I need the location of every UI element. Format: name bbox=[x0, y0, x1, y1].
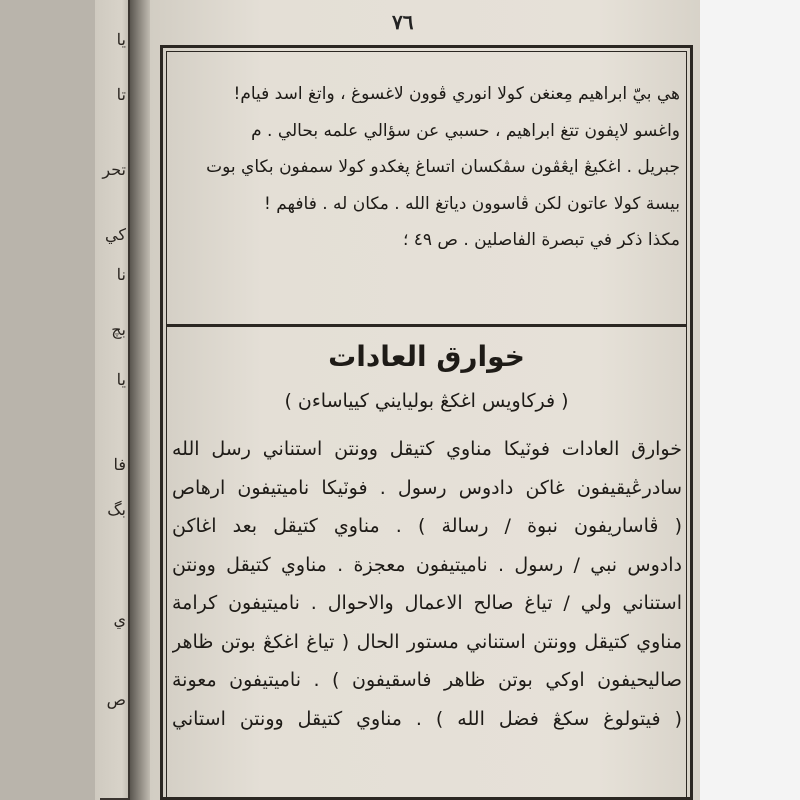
note-line: هي بيّ ابراهيم مِعنغن كولا انوري ڤوون لاغسوغ ، واتغ اسد فيام! bbox=[233, 84, 680, 104]
body-line: ( فيتولوغ سكڠ فضل الله ) . مناوي كتيقل وونتن استاني bbox=[172, 707, 682, 730]
facing-page-fragment: يا bbox=[116, 30, 126, 49]
body-line: سادرڠيقيفون غاكن دادوس رسول . فوٽيکا ناميتيفون ارهاص bbox=[172, 476, 682, 499]
facing-page-fragment: فا bbox=[113, 455, 126, 474]
note-line: بيسة كولا عاتون لكن ڤاسوون دياتغ الله . مكان له . فافهم ! bbox=[264, 193, 680, 214]
body-line: خوارق العادات فوٽيکا مناوي كتيقل وونتن استناني رسل الله bbox=[172, 438, 682, 460]
facing-page-frame bbox=[100, 0, 130, 800]
body-line: مناوي كتيقل وونتن استناني مستور الحال ( تياغ اغكڠ بوتن ظاهر bbox=[172, 630, 682, 653]
section-subheading: ( فركاويس اغكڠ بوليايني كيياساءن ) bbox=[284, 390, 569, 412]
facing-page-fragment: تحر bbox=[102, 160, 126, 179]
section-heading: خوارق العادات bbox=[328, 340, 525, 373]
facing-page-fragment: كي bbox=[105, 225, 126, 244]
top-note-block bbox=[175, 76, 680, 259]
note-line: مكذا ذكر في تبصرة الفاصلين . ص ٤٩ ؛ bbox=[402, 230, 680, 250]
body-line: استناني ولي / تياغ صالح الاعمال والاحوال . ناميتيفون كرامة bbox=[172, 592, 682, 614]
facing-page-fragment: بگ bbox=[107, 500, 126, 519]
facing-page-fragment: تا bbox=[116, 85, 126, 104]
note-line: جبريل . اغكيڠ ايڠڤون سڤكسان اتساغ ڽغكدو كولا سمفون بكاي بوت bbox=[206, 157, 680, 177]
body-line: ( ڤاساريفون نبوة / رسالة ) . مناوي كتيقل بعد اغاكن bbox=[172, 515, 682, 537]
page-number: ٧٦ bbox=[392, 10, 414, 34]
facing-page-fragment: ي bbox=[113, 610, 126, 629]
section-divider bbox=[166, 324, 687, 327]
section-body bbox=[172, 430, 682, 738]
facing-page-fragment: نا bbox=[116, 265, 126, 284]
facing-page-fragment: يا bbox=[116, 370, 126, 389]
facing-page-fragment: ص bbox=[106, 690, 126, 709]
facing-page-fragment: بچ bbox=[111, 320, 126, 339]
note-line: واغسو لاڽفون تتغ ابراهيم ، حسبي عن سؤالي علمه بحالي . م bbox=[251, 120, 680, 141]
body-line: دادوس نبي / رسول . ناميتيفون معجزة . مناوي كتيقل وونتن bbox=[172, 553, 682, 576]
background-edge bbox=[700, 0, 800, 800]
body-line: صاليحيفون اوكي بوتن ظاهر فاسقيفون ) . ناميتيفون معونة bbox=[172, 669, 682, 691]
